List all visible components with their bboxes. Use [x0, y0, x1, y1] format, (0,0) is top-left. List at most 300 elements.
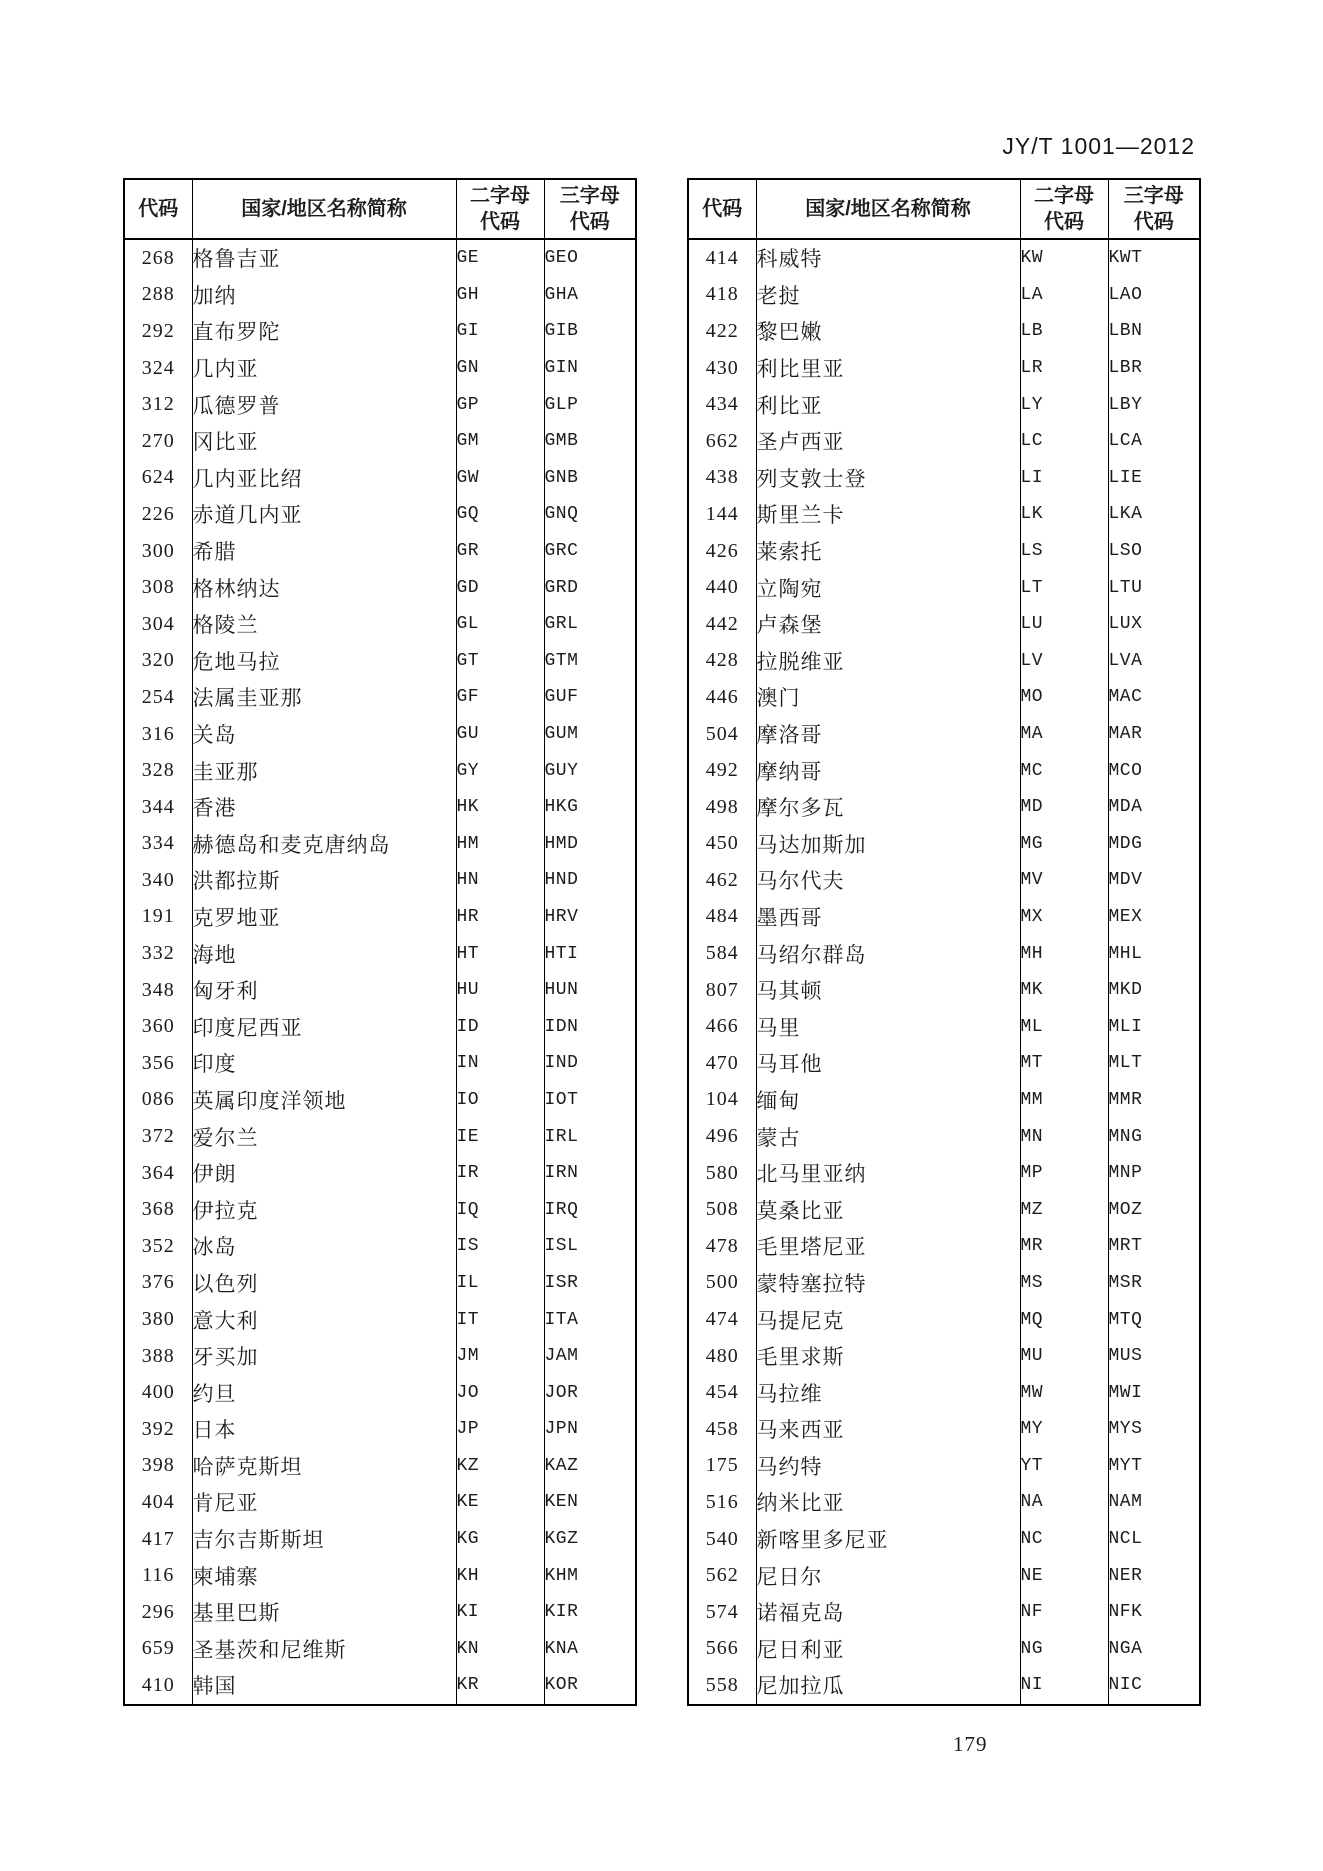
alpha3-code-cell: GUF	[544, 679, 636, 716]
alpha2-code-cell: GU	[456, 716, 544, 753]
alpha2-code-cell: MN	[1020, 1118, 1108, 1155]
country-name-cell: 马达加斯加	[756, 826, 1020, 863]
alpha2-code-cell: IN	[456, 1045, 544, 1082]
alpha3-code-cell: NCL	[1108, 1521, 1200, 1558]
numeric-code-cell: 116	[142, 1564, 175, 1587]
country-name-cell: 法属圭亚那	[192, 679, 456, 716]
table-row	[688, 679, 1200, 716]
country-name-cell: 伊拉克	[192, 1191, 456, 1228]
alpha3-code-cell: LKA	[1108, 496, 1200, 533]
numeric-code-cell: 372	[141, 1125, 175, 1148]
table-row	[688, 569, 1200, 606]
alpha3-code-cell: KIR	[544, 1594, 636, 1631]
table-row	[124, 1191, 636, 1228]
alpha2-code-cell: KR	[456, 1667, 544, 1705]
table-row	[688, 460, 1200, 497]
country-name-cell: 赤道几内亚	[192, 496, 456, 533]
numeric-code-cell: 474	[705, 1308, 739, 1331]
header-label: 代码	[138, 198, 179, 220]
country-name-cell: 日本	[192, 1411, 456, 1448]
alpha3-code-cell: MNG	[1108, 1118, 1200, 1155]
alpha2-code-cell: NA	[1020, 1484, 1108, 1521]
numeric-code-cell: 440	[705, 576, 739, 599]
numeric-code-cell: 388	[141, 1344, 175, 1367]
alpha2-code-cell: LC	[1020, 423, 1108, 460]
header-alpha2-code	[1020, 179, 1108, 239]
alpha3-code-cell: MYT	[1108, 1448, 1200, 1485]
numeric-code-cell: 580	[705, 1161, 739, 1184]
alpha2-code-cell: NG	[1020, 1631, 1108, 1668]
alpha3-code-cell: MAR	[1108, 716, 1200, 753]
header-country-name	[756, 179, 1020, 239]
header-label: 国家/地区名称简称	[241, 198, 407, 220]
header-alpha3-code	[544, 179, 636, 239]
table-row	[124, 1301, 636, 1338]
numeric-code-cell: 426	[705, 539, 739, 562]
table-row	[688, 899, 1200, 936]
table-row	[688, 1594, 1200, 1631]
numeric-code-cell: 492	[705, 759, 739, 782]
table-row	[688, 789, 1200, 826]
alpha3-code-cell: ITA	[544, 1301, 636, 1338]
table-row	[124, 313, 636, 350]
country-name-cell: 关岛	[192, 716, 456, 753]
table-row	[124, 789, 636, 826]
numeric-code-cell: 562	[705, 1564, 739, 1587]
country-name-cell: 马来西亚	[756, 1411, 1020, 1448]
table-row	[124, 1484, 636, 1521]
country-name-cell: 英属印度洋领地	[192, 1082, 456, 1119]
table-row	[124, 899, 636, 936]
table-body-left	[124, 239, 636, 1705]
table-row	[688, 1228, 1200, 1265]
numeric-code-cell: 624	[141, 466, 175, 489]
country-name-cell: 尼加拉瓜	[756, 1667, 1020, 1705]
numeric-code-cell: 498	[705, 795, 739, 818]
alpha3-code-cell: HTI	[544, 935, 636, 972]
alpha2-code-cell: GR	[456, 533, 544, 570]
numeric-code-cell: 496	[705, 1125, 739, 1148]
header-numeric-code	[688, 179, 756, 239]
table-row	[688, 1155, 1200, 1192]
table-row	[688, 1191, 1200, 1228]
numeric-code-cell: 484	[705, 905, 739, 928]
country-name-cell: 北马里亚纳	[756, 1155, 1020, 1192]
alpha2-code-cell: GW	[456, 460, 544, 497]
alpha3-code-cell: HND	[544, 862, 636, 899]
country-name-cell: 几内亚比绍	[192, 460, 456, 497]
numeric-code-cell: 308	[141, 576, 175, 599]
numeric-code-cell: 428	[705, 649, 739, 672]
numeric-code-cell: 254	[141, 685, 175, 708]
table-row	[688, 716, 1200, 753]
alpha2-code-cell: LV	[1020, 643, 1108, 680]
numeric-code-cell: 104	[705, 1088, 739, 1111]
alpha3-code-cell: MYS	[1108, 1411, 1200, 1448]
alpha2-code-cell: JO	[456, 1374, 544, 1411]
alpha2-code-cell: ID	[456, 1008, 544, 1045]
alpha2-code-cell: IR	[456, 1155, 544, 1192]
table-row	[124, 1557, 636, 1594]
country-name-cell: 伊朗	[192, 1155, 456, 1192]
table-row	[124, 460, 636, 497]
table-row	[688, 1631, 1200, 1668]
header-row	[688, 179, 1200, 239]
table-row	[688, 1118, 1200, 1155]
alpha3-code-cell: HKG	[544, 789, 636, 826]
numeric-code-cell: 270	[141, 429, 175, 452]
alpha2-code-cell: MY	[1020, 1411, 1108, 1448]
numeric-code-cell: 288	[141, 283, 175, 306]
country-name-cell: 马里	[756, 1008, 1020, 1045]
numeric-code-cell: 191	[141, 905, 175, 928]
country-name-cell: 利比里亚	[756, 350, 1020, 387]
alpha3-code-cell: IRQ	[544, 1191, 636, 1228]
country-name-cell: 莫桑比亚	[756, 1191, 1020, 1228]
alpha3-code-cell: KAZ	[544, 1448, 636, 1485]
alpha2-code-cell: MQ	[1020, 1301, 1108, 1338]
alpha3-code-cell: JAM	[544, 1338, 636, 1375]
numeric-code-cell: 356	[141, 1051, 175, 1074]
alpha2-code-cell: GP	[456, 386, 544, 423]
alpha2-code-cell: KZ	[456, 1448, 544, 1485]
table-row	[688, 386, 1200, 423]
table-row	[688, 350, 1200, 387]
country-name-cell: 瓜德罗普	[192, 386, 456, 423]
alpha3-code-cell: IDN	[544, 1008, 636, 1045]
country-name-cell: 蒙古	[756, 1118, 1020, 1155]
table-row	[124, 826, 636, 863]
alpha3-code-cell: HRV	[544, 899, 636, 936]
alpha2-code-cell: KE	[456, 1484, 544, 1521]
numeric-code-cell: 175	[705, 1454, 739, 1477]
table-row	[124, 643, 636, 680]
table-row	[124, 1411, 636, 1448]
alpha3-code-cell: LBR	[1108, 350, 1200, 387]
alpha3-code-cell: IOT	[544, 1082, 636, 1119]
alpha3-code-cell: KNA	[544, 1631, 636, 1668]
table-row	[124, 350, 636, 387]
alpha2-code-cell: MZ	[1020, 1191, 1108, 1228]
header-label-line2: 代码	[1133, 211, 1174, 233]
numeric-code-cell: 364	[141, 1161, 175, 1184]
alpha3-code-cell: GEO	[544, 239, 636, 277]
header-label-line1: 二字母	[470, 185, 530, 207]
alpha2-code-cell: MO	[1020, 679, 1108, 716]
country-name-cell: 毛里塔尼亚	[756, 1228, 1020, 1265]
alpha3-code-cell: JPN	[544, 1411, 636, 1448]
table-row	[124, 1155, 636, 1192]
numeric-code-cell: 584	[705, 942, 739, 965]
table-row	[688, 1008, 1200, 1045]
country-name-cell: 利比亚	[756, 386, 1020, 423]
numeric-code-cell: 380	[141, 1308, 175, 1331]
alpha3-code-cell: MWI	[1108, 1374, 1200, 1411]
table-row	[688, 313, 1200, 350]
country-name-cell: 冰岛	[192, 1228, 456, 1265]
alpha3-code-cell: LCA	[1108, 423, 1200, 460]
alpha3-code-cell: JOR	[544, 1374, 636, 1411]
table-row	[688, 1521, 1200, 1558]
country-code-table-left	[123, 178, 637, 1706]
table-row	[124, 1008, 636, 1045]
alpha2-code-cell: KG	[456, 1521, 544, 1558]
header-label-line2: 代码	[480, 211, 520, 233]
country-name-cell: 马约特	[756, 1448, 1020, 1485]
country-name-cell: 爱尔兰	[192, 1118, 456, 1155]
table-row	[124, 752, 636, 789]
country-name-cell: 洪都拉斯	[192, 862, 456, 899]
country-name-cell: 诺福克岛	[756, 1594, 1020, 1631]
numeric-code-cell: 268	[141, 246, 175, 269]
table-row	[124, 972, 636, 1009]
numeric-code-cell: 540	[705, 1527, 739, 1550]
alpha2-code-cell: NI	[1020, 1667, 1108, 1705]
country-name-cell: 基里巴斯	[192, 1594, 456, 1631]
alpha2-code-cell: MD	[1020, 789, 1108, 826]
alpha2-code-cell: LK	[1020, 496, 1108, 533]
country-name-cell: 圭亚那	[192, 752, 456, 789]
numeric-code-cell: 410	[141, 1673, 175, 1696]
alpha3-code-cell: NER	[1108, 1557, 1200, 1594]
table-row	[124, 1045, 636, 1082]
alpha2-code-cell: HN	[456, 862, 544, 899]
table-row	[688, 826, 1200, 863]
country-name-cell: 新喀里多尼亚	[756, 1521, 1020, 1558]
table-row	[124, 1338, 636, 1375]
alpha2-code-cell: HU	[456, 972, 544, 1009]
alpha2-code-cell: MX	[1020, 899, 1108, 936]
numeric-code-cell: 504	[705, 722, 739, 745]
country-name-cell: 莱索托	[756, 533, 1020, 570]
table-row	[124, 606, 636, 643]
alpha3-code-cell: KEN	[544, 1484, 636, 1521]
alpha2-code-cell: GH	[456, 277, 544, 314]
alpha2-code-cell: NF	[1020, 1594, 1108, 1631]
table-row	[688, 1374, 1200, 1411]
table-row	[688, 972, 1200, 1009]
alpha2-code-cell: MA	[1020, 716, 1108, 753]
page-number: 179	[953, 1732, 988, 1756]
alpha3-code-cell: KWT	[1108, 239, 1200, 277]
table-row	[688, 1484, 1200, 1521]
numeric-code-cell: 418	[705, 283, 739, 306]
numeric-code-cell: 324	[141, 356, 175, 379]
table-row	[688, 1045, 1200, 1082]
alpha2-code-cell: LY	[1020, 386, 1108, 423]
table-row	[124, 569, 636, 606]
alpha2-code-cell: JM	[456, 1338, 544, 1375]
alpha2-code-cell: LT	[1020, 569, 1108, 606]
alpha2-code-cell: IS	[456, 1228, 544, 1265]
alpha3-code-cell: GRC	[544, 533, 636, 570]
country-name-cell: 纳米比亚	[756, 1484, 1020, 1521]
alpha3-code-cell: MDG	[1108, 826, 1200, 863]
table-row	[688, 1411, 1200, 1448]
alpha3-code-cell: LAO	[1108, 277, 1200, 314]
alpha3-code-cell: MEX	[1108, 899, 1200, 936]
alpha3-code-cell: ISL	[544, 1228, 636, 1265]
doc-reference: JY/T 1001—2012	[1002, 133, 1195, 159]
alpha3-code-cell: MDA	[1108, 789, 1200, 826]
alpha3-code-cell: GRL	[544, 606, 636, 643]
numeric-code-cell: 316	[141, 722, 175, 745]
country-name-cell: 冈比亚	[192, 423, 456, 460]
alpha3-code-cell: LTU	[1108, 569, 1200, 606]
alpha2-code-cell: MC	[1020, 752, 1108, 789]
country-name-cell: 危地马拉	[192, 643, 456, 680]
country-name-cell: 格陵兰	[192, 606, 456, 643]
alpha2-code-cell: MK	[1020, 972, 1108, 1009]
table-row	[688, 496, 1200, 533]
country-name-cell: 圣卢西亚	[756, 423, 1020, 460]
alpha2-code-cell: IL	[456, 1265, 544, 1302]
alpha2-code-cell: HT	[456, 935, 544, 972]
numeric-code-cell: 662	[705, 429, 739, 452]
country-name-cell: 希腊	[192, 533, 456, 570]
country-name-cell: 摩尔多瓦	[756, 789, 1020, 826]
tables-container	[123, 178, 1201, 1706]
country-name-cell: 墨西哥	[756, 899, 1020, 936]
numeric-code-cell: 368	[141, 1198, 175, 1221]
alpha2-code-cell: GQ	[456, 496, 544, 533]
numeric-code-cell: 458	[705, 1417, 739, 1440]
alpha3-code-cell: GRD	[544, 569, 636, 606]
alpha2-code-cell: HM	[456, 826, 544, 863]
alpha3-code-cell: MOZ	[1108, 1191, 1200, 1228]
numeric-code-cell: 430	[705, 356, 739, 379]
table-row	[688, 423, 1200, 460]
alpha3-code-cell: MAC	[1108, 679, 1200, 716]
numeric-code-cell: 566	[705, 1637, 739, 1660]
table-row	[124, 679, 636, 716]
alpha3-code-cell: GMB	[544, 423, 636, 460]
alpha2-code-cell: IT	[456, 1301, 544, 1338]
numeric-code-cell: 144	[705, 502, 739, 525]
numeric-code-cell: 312	[141, 393, 175, 416]
alpha3-code-cell: MUS	[1108, 1338, 1200, 1375]
country-name-cell: 缅甸	[756, 1082, 1020, 1119]
alpha3-code-cell: ISR	[544, 1265, 636, 1302]
country-name-cell: 马耳他	[756, 1045, 1020, 1082]
table-row	[124, 716, 636, 753]
numeric-code-cell: 348	[141, 978, 175, 1001]
country-name-cell: 牙买加	[192, 1338, 456, 1375]
alpha3-code-cell: MSR	[1108, 1265, 1200, 1302]
alpha3-code-cell: KOR	[544, 1667, 636, 1705]
alpha2-code-cell: IE	[456, 1118, 544, 1155]
header-label: 代码	[702, 198, 743, 220]
numeric-code-cell: 352	[141, 1234, 175, 1257]
table-row	[688, 1301, 1200, 1338]
table-row	[124, 1594, 636, 1631]
table-row	[124, 1448, 636, 1485]
country-name-cell: 格林纳达	[192, 569, 456, 606]
numeric-code-cell: 332	[141, 942, 175, 965]
country-name-cell: 尼日利亚	[756, 1631, 1020, 1668]
country-name-cell: 老挝	[756, 277, 1020, 314]
alpha2-code-cell: MT	[1020, 1045, 1108, 1082]
alpha2-code-cell: NE	[1020, 1557, 1108, 1594]
numeric-code-cell: 659	[141, 1637, 175, 1660]
table-row	[688, 1667, 1200, 1705]
country-name-cell: 匈牙利	[192, 972, 456, 1009]
alpha2-code-cell: MW	[1020, 1374, 1108, 1411]
table-row	[688, 752, 1200, 789]
numeric-code-cell: 417	[141, 1527, 175, 1550]
alpha2-code-cell: NC	[1020, 1521, 1108, 1558]
table-row	[124, 1228, 636, 1265]
alpha3-code-cell: LIE	[1108, 460, 1200, 497]
alpha3-code-cell: MTQ	[1108, 1301, 1200, 1338]
alpha2-code-cell: GE	[456, 239, 544, 277]
alpha3-code-cell: LUX	[1108, 606, 1200, 643]
numeric-code-cell: 466	[705, 1015, 739, 1038]
alpha3-code-cell: GUM	[544, 716, 636, 753]
country-name-cell: 毛里求斯	[756, 1338, 1020, 1375]
alpha3-code-cell: GIB	[544, 313, 636, 350]
numeric-code-cell: 376	[141, 1271, 175, 1294]
numeric-code-cell: 334	[141, 832, 175, 855]
table-row	[124, 1118, 636, 1155]
table-body-right	[688, 239, 1200, 1705]
numeric-code-cell: 478	[705, 1234, 739, 1257]
alpha2-code-cell: IO	[456, 1082, 544, 1119]
country-name-cell: 肯尼亚	[192, 1484, 456, 1521]
alpha2-code-cell: MU	[1020, 1338, 1108, 1375]
table-row	[124, 1374, 636, 1411]
header-country-name	[192, 179, 456, 239]
alpha2-code-cell: LB	[1020, 313, 1108, 350]
numeric-code-cell: 442	[705, 612, 739, 635]
table-row	[124, 1265, 636, 1302]
numeric-code-cell: 296	[141, 1600, 175, 1623]
numeric-code-cell: 344	[141, 795, 175, 818]
alpha3-code-cell: NGA	[1108, 1631, 1200, 1668]
header-numeric-code	[124, 179, 192, 239]
numeric-code-cell: 516	[705, 1490, 739, 1513]
alpha2-code-cell: KH	[456, 1557, 544, 1594]
alpha2-code-cell: HR	[456, 899, 544, 936]
table-row	[124, 862, 636, 899]
country-name-cell: 黎巴嫩	[756, 313, 1020, 350]
alpha2-code-cell: LU	[1020, 606, 1108, 643]
country-name-cell: 香港	[192, 789, 456, 826]
table-header-left	[124, 179, 636, 239]
table-row	[124, 935, 636, 972]
table-row	[124, 423, 636, 460]
country-name-cell: 印度尼西亚	[192, 1008, 456, 1045]
header-alpha3-code	[1108, 179, 1200, 239]
numeric-code-cell: 446	[705, 685, 739, 708]
table-row	[688, 239, 1200, 277]
country-name-cell: 科威特	[756, 239, 1020, 277]
country-name-cell: 马绍尔群岛	[756, 935, 1020, 972]
table-row	[124, 496, 636, 533]
country-name-cell: 拉脱维亚	[756, 643, 1020, 680]
country-name-cell: 哈萨克斯坦	[192, 1448, 456, 1485]
numeric-code-cell: 462	[705, 868, 739, 891]
alpha2-code-cell: YT	[1020, 1448, 1108, 1485]
alpha2-code-cell: HK	[456, 789, 544, 826]
alpha3-code-cell: MMR	[1108, 1082, 1200, 1119]
alpha3-code-cell: NIC	[1108, 1667, 1200, 1705]
country-name-cell: 摩洛哥	[756, 716, 1020, 753]
country-name-cell: 赫德岛和麦克唐纳岛	[192, 826, 456, 863]
alpha3-code-cell: MCO	[1108, 752, 1200, 789]
header-label-line1: 三字母	[559, 185, 620, 207]
table-row	[124, 1082, 636, 1119]
